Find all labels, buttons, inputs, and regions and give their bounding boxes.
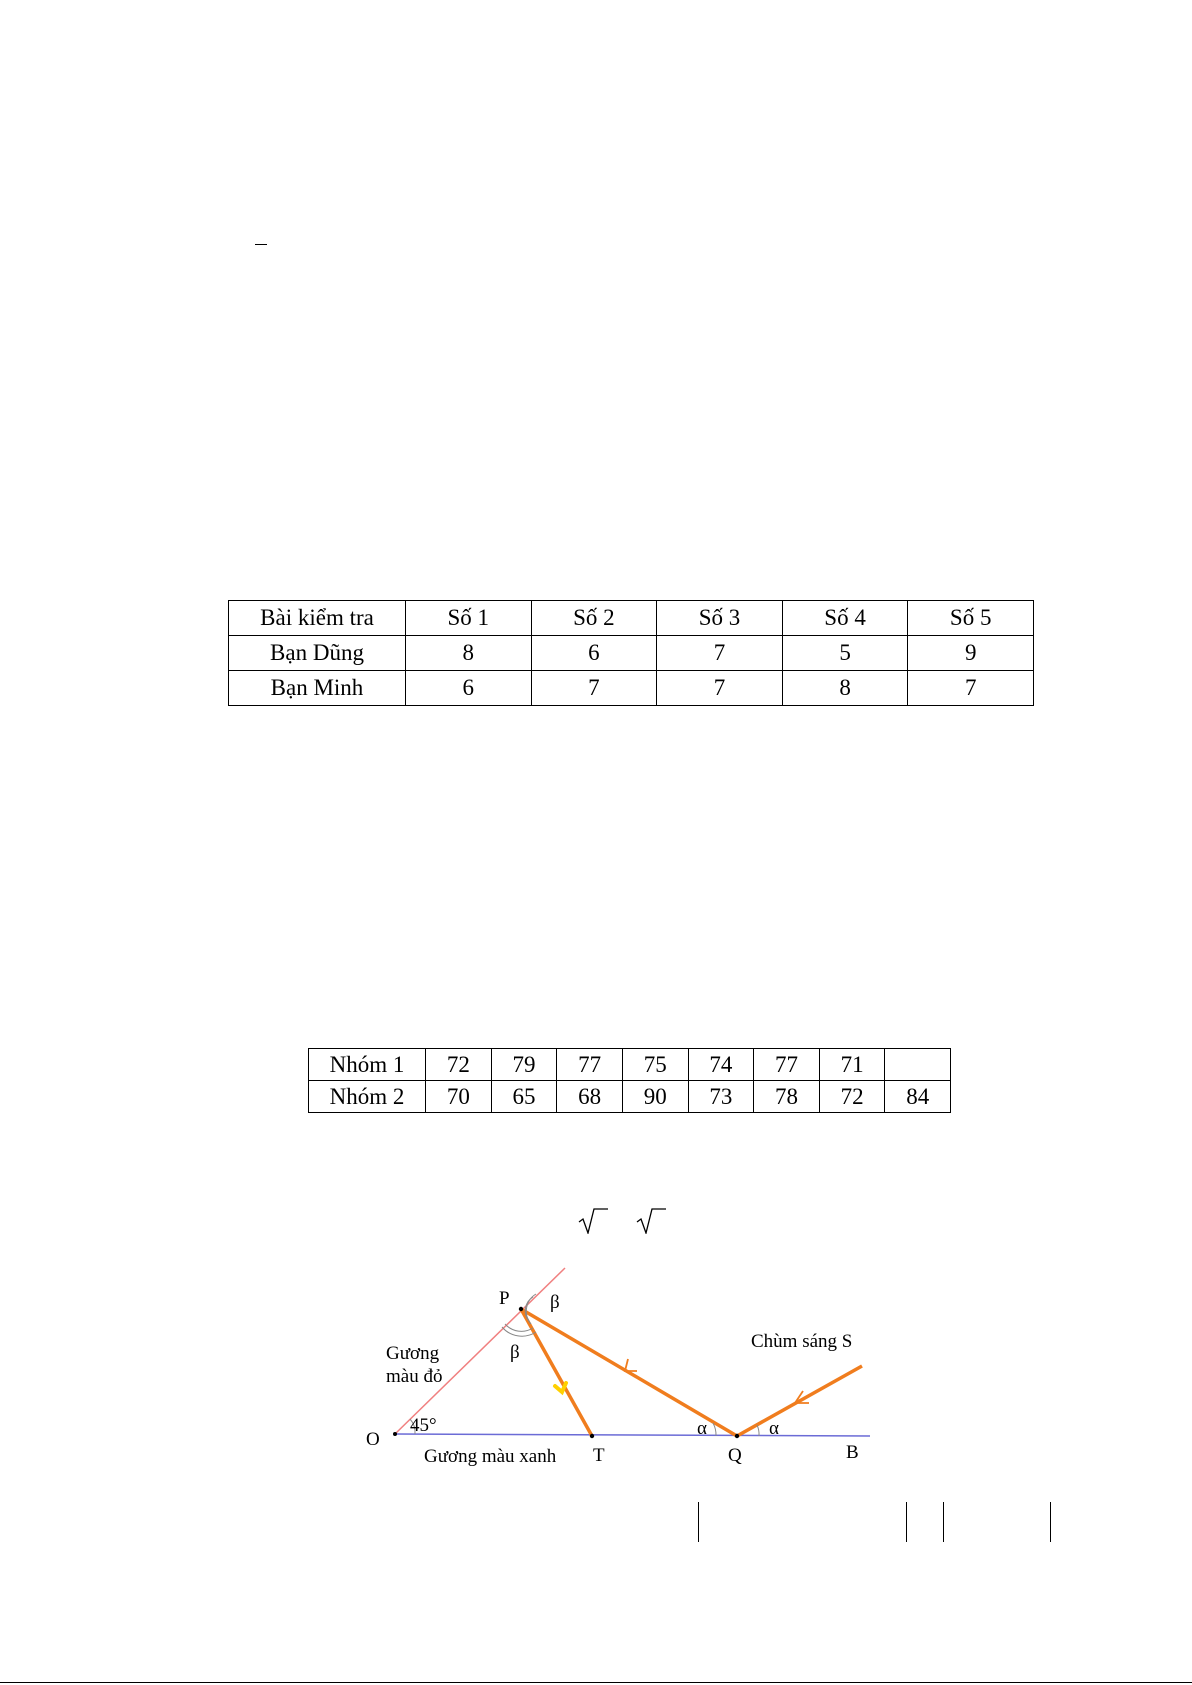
value-cell: 72 [426, 1049, 492, 1081]
point-p [519, 1307, 523, 1311]
angle-arc-alpha-right [757, 1425, 759, 1436]
value-cell: 77 [754, 1049, 820, 1081]
header-cell: Số 1 [406, 601, 532, 636]
value-cell: 65 [491, 1081, 557, 1113]
label-angle-45: 45° [410, 1415, 437, 1436]
label-o: O [366, 1429, 380, 1450]
value-cell [885, 1049, 951, 1081]
value-cell: 79 [491, 1049, 557, 1081]
table-header-row [229, 601, 1034, 636]
score-cell: 9 [908, 636, 1034, 671]
vertical-rule [906, 1502, 907, 1542]
label-b: B [846, 1442, 859, 1463]
value-cell: 74 [688, 1049, 754, 1081]
score-cell: 6 [531, 636, 657, 671]
value-cell: 68 [557, 1081, 623, 1113]
score-cell: 8 [782, 671, 908, 706]
score-cell: 8 [406, 636, 532, 671]
value-cell: 84 [885, 1081, 951, 1113]
header-cell: Số 5 [908, 601, 1034, 636]
score-cell: 7 [908, 671, 1034, 706]
label-alpha-right: α [769, 1418, 779, 1439]
header-cell: Bài kiểm tra [229, 601, 406, 636]
value-cell: 70 [426, 1081, 492, 1113]
score-cell: 5 [782, 636, 908, 671]
header-cell: Số 4 [782, 601, 908, 636]
label-beta-bottom: β [510, 1342, 520, 1363]
label-beta-top: β [550, 1292, 560, 1313]
square-root-symbol [578, 1208, 608, 1234]
square-root-symbol [636, 1208, 666, 1234]
stray-dash-mark [255, 244, 267, 245]
label-q: Q [728, 1445, 742, 1466]
value-cell: 77 [557, 1049, 623, 1081]
vertical-rule [1050, 1502, 1051, 1542]
row-name-cell: Bạn Dũng [229, 636, 406, 671]
value-cell: 71 [819, 1049, 885, 1081]
value-cell: 78 [754, 1081, 820, 1113]
label-red-mirror-line1: Gương [386, 1343, 440, 1364]
score-cell: 7 [657, 636, 783, 671]
label-light-beam: Chùm sáng S [751, 1331, 853, 1352]
label-red-mirror-line2: màu đỏ [386, 1366, 443, 1387]
row-name-cell: Nhóm 2 [309, 1081, 426, 1113]
value-cell: 72 [819, 1081, 885, 1113]
score-cell: 7 [531, 671, 657, 706]
value-cell: 75 [622, 1049, 688, 1081]
test-scores-table [228, 600, 1034, 706]
table-row [309, 1081, 951, 1113]
beam-direction-arrow [555, 1383, 566, 1392]
label-alpha-left: α [697, 1418, 707, 1439]
header-cell: Số 3 [657, 601, 783, 636]
score-cell: 6 [406, 671, 532, 706]
label-t: T [593, 1445, 605, 1466]
row-name-cell: Bạn Minh [229, 671, 406, 706]
value-cell: 90 [622, 1081, 688, 1113]
point-o [393, 1432, 397, 1436]
label-p: P [499, 1288, 510, 1309]
score-cell: 7 [657, 671, 783, 706]
mirror-reflection-diagram [355, 1258, 875, 1474]
table-row [229, 671, 1034, 706]
light-beam-path [521, 1309, 862, 1436]
table-row [309, 1049, 951, 1081]
label-blue-mirror: Gương màu xanh [424, 1446, 557, 1467]
table-row [229, 636, 1034, 671]
vertical-rule [698, 1502, 699, 1542]
header-cell: Số 2 [531, 601, 657, 636]
page-bottom-rule [0, 1682, 1192, 1683]
value-cell: 73 [688, 1081, 754, 1113]
blue-mirror-line [395, 1434, 870, 1436]
point-q [735, 1434, 739, 1438]
vertical-rule [943, 1502, 944, 1542]
row-name-cell: Nhóm 1 [309, 1049, 426, 1081]
group-values-table [308, 1048, 951, 1113]
point-t [590, 1434, 594, 1438]
